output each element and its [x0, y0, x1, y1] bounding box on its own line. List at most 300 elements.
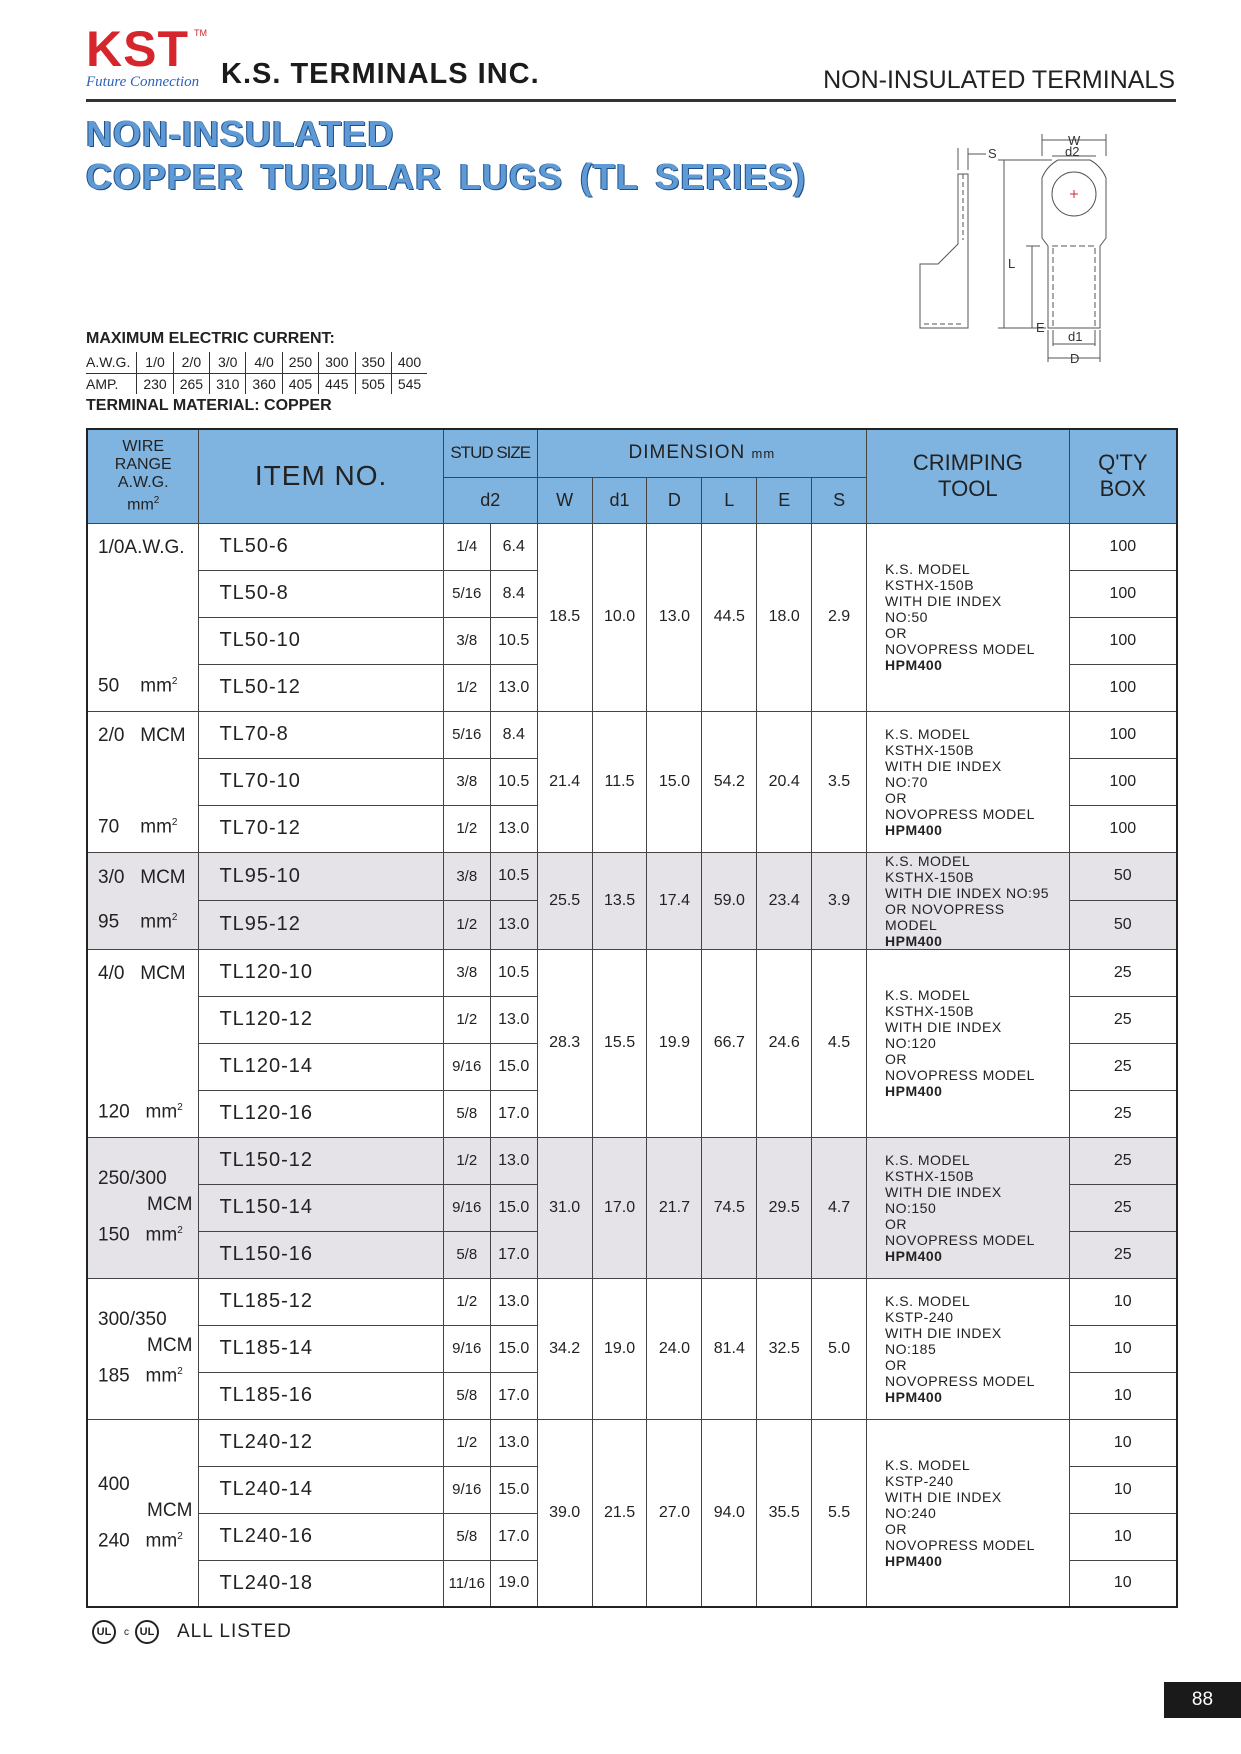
crimp-line: HPM400 — [885, 1388, 943, 1405]
diagram-label-d2: d2 — [1065, 144, 1080, 159]
section-title: NON-INSULATED TERMINALS — [823, 66, 1175, 94]
crimp-line: NOVOPRESS MODEL — [885, 805, 1035, 822]
wire-range-cell — [87, 523, 199, 711]
crimp-line: KSTHX-150B — [885, 1003, 975, 1019]
item-no: TL240-14 — [199, 1466, 443, 1513]
header-qty-line1: Q'TY — [1098, 450, 1148, 476]
stud-size: 3/8 — [443, 617, 490, 664]
dim-d: 17.4 — [647, 852, 702, 949]
crimp-line: OR — [885, 625, 907, 641]
amp-cell: 405 — [282, 373, 318, 394]
qty-box: 10 — [1069, 1513, 1177, 1560]
wire-awg: 250/300 — [98, 1168, 167, 1190]
dim-e: 35.5 — [757, 1419, 812, 1607]
item-no: TL185-16 — [199, 1372, 443, 1419]
dim-d: 27.0 — [647, 1419, 702, 1607]
item-no: TL150-14 — [199, 1184, 443, 1231]
header-dimension-unit: mm — [751, 446, 776, 462]
header-d1: d1 — [592, 477, 647, 523]
crimp-line: NOVOPRESS MODEL — [885, 1536, 1035, 1553]
awg-cell: 250 — [282, 352, 318, 373]
wire-mm2: 240 $mm^2$ — [98, 1529, 183, 1551]
crimp-line: NOVOPRESS MODEL — [885, 1372, 1035, 1389]
table-row — [87, 949, 1177, 996]
stud-d2: 19.0 — [490, 1560, 537, 1607]
crimp-line: HPM400 — [885, 1247, 943, 1264]
qty-box: 100 — [1069, 664, 1177, 711]
wire-mcm: MCM — [147, 1194, 193, 1216]
stud-size: 1/2 — [443, 805, 490, 852]
stud-size: 5/16 — [443, 711, 490, 758]
amp-label: AMP. — [86, 373, 137, 394]
dim-d1: 15.5 — [592, 949, 647, 1137]
header-dimension — [537, 429, 866, 477]
stud-d2: 13.0 — [490, 1137, 537, 1184]
amp-row — [86, 373, 427, 394]
page-title — [86, 112, 806, 198]
dim-d1: 10.0 — [592, 523, 647, 711]
stud-size: 1/2 — [443, 1278, 490, 1325]
dim-d1: 17.0 — [592, 1137, 647, 1278]
dim-e: 23.4 — [757, 852, 812, 949]
wire-mm2: 185 $mm^2$ — [98, 1365, 183, 1387]
awg-cell: 400 — [391, 352, 427, 373]
qty-box: 100 — [1069, 805, 1177, 852]
dim-d: 21.7 — [647, 1137, 702, 1278]
crimp-line: KSTHX-150B — [885, 868, 975, 885]
crimp-line: HPM400 — [885, 657, 943, 673]
crimp-line: K.S. MODEL — [885, 561, 971, 577]
qty-box: 50 — [1069, 901, 1177, 950]
dim-s: 5.0 — [812, 1278, 867, 1419]
dim-e: 29.5 — [757, 1137, 812, 1278]
diagram-label-w: W — [1068, 133, 1081, 148]
item-no: TL95-10 — [199, 852, 443, 901]
stud-size: 1/2 — [443, 901, 490, 950]
header-e: E — [757, 477, 812, 523]
crimp-line: KSTP-240 — [885, 1308, 954, 1325]
table-header-row — [87, 429, 1177, 477]
header-wire-line1: WIRE — [122, 438, 165, 456]
item-no: TL185-12 — [199, 1278, 443, 1325]
header-qty-line2: BOX — [1099, 476, 1147, 502]
qty-box: 100 — [1069, 758, 1177, 805]
wire-mcm: MCM — [147, 1499, 193, 1521]
awg-cell: 2/0 — [173, 352, 209, 373]
wire-mm2: 120 $mm^2$ — [98, 1101, 183, 1123]
qty-box: 10 — [1069, 1560, 1177, 1607]
crimp-line: NO:185 — [885, 1340, 937, 1357]
stud-size: 5/16 — [443, 570, 490, 617]
crimp-line: HPM400 — [885, 1083, 943, 1099]
stud-size: 3/8 — [443, 949, 490, 996]
stud-d2: 6.4 — [490, 523, 537, 570]
company-name: K.S. TERMINALS INC. — [221, 58, 540, 90]
qty-box: 25 — [1069, 1231, 1177, 1278]
stud-size: 3/8 — [443, 852, 490, 901]
header-d2: d2 — [443, 477, 537, 523]
table-row — [87, 1137, 1177, 1184]
stud-d2: 17.0 — [490, 1090, 537, 1137]
wire-range-cell — [87, 949, 199, 1137]
stud-size: 9/16 — [443, 1325, 490, 1372]
amp-cell: 265 — [173, 373, 209, 394]
wire-mm2: 150 $mm^2$ — [98, 1224, 183, 1246]
stud-d2: 10.5 — [490, 949, 537, 996]
header-wire-range — [87, 429, 199, 523]
crimping-tool-cell — [867, 523, 1070, 711]
dim-l: 94.0 — [702, 1419, 757, 1607]
dim-d1: 19.0 — [592, 1278, 647, 1419]
crimp-line: MODEL — [885, 916, 938, 933]
awg-cell: 350 — [355, 352, 391, 373]
crimping-tool-cell — [867, 711, 1070, 852]
dim-e: 24.6 — [757, 949, 812, 1137]
item-no: TL50-6 — [199, 523, 443, 570]
qty-box: 100 — [1069, 711, 1177, 758]
dim-d1: 13.5 — [592, 852, 647, 949]
wire-mm2-value: 50 mm — [98, 675, 172, 697]
item-no: TL120-14 — [199, 1043, 443, 1090]
item-no: TL150-16 — [199, 1231, 443, 1278]
amp-cell: 230 — [137, 373, 173, 394]
table-body — [87, 523, 1177, 1607]
dim-l: 59.0 — [702, 852, 757, 949]
dim-d1: 11.5 — [592, 711, 647, 852]
item-no: TL240-12 — [199, 1419, 443, 1466]
item-no: TL150-12 — [199, 1137, 443, 1184]
crimp-line: KSTHX-150B — [885, 1167, 975, 1184]
crimp-line: K.S. MODEL — [885, 1456, 971, 1473]
dim-w: 28.3 — [537, 949, 592, 1137]
wire-awg: 1/0A.W.G. — [98, 536, 185, 558]
item-no: TL240-18 — [199, 1560, 443, 1607]
terminal-spec-table — [86, 428, 1178, 1608]
dim-l: 81.4 — [702, 1278, 757, 1419]
wire-awg: 4/0 MCM — [98, 962, 186, 984]
stud-size: 1/4 — [443, 523, 490, 570]
dim-d: 24.0 — [647, 1278, 702, 1419]
diagram-label-s: S — [988, 146, 997, 161]
dim-s: 4.5 — [812, 949, 867, 1137]
dim-e: 18.0 — [757, 523, 812, 711]
item-no: TL50-10 — [199, 617, 443, 664]
terminal-material: TERMINAL MATERIAL: COPPER — [86, 397, 332, 414]
wire-mm2-value: 95 mm — [98, 911, 172, 933]
stud-d2: 8.4 — [490, 711, 537, 758]
diagram-label-l: L — [1008, 256, 1016, 271]
diagram-label-d: D — [1070, 351, 1080, 366]
qty-box: 25 — [1069, 1043, 1177, 1090]
item-no: TL95-12 — [199, 901, 443, 950]
stud-d2: 15.0 — [490, 1466, 537, 1513]
dim-d: 19.9 — [647, 949, 702, 1137]
crimp-line: OR — [885, 1215, 907, 1232]
stud-size: 3/8 — [443, 758, 490, 805]
page-title-line2: COPPER TUBULAR LUGS (TL SERIES) — [86, 156, 807, 197]
stud-size: 5/8 — [443, 1513, 490, 1560]
page-number: 88 — [1164, 1682, 1241, 1718]
cul-mark-icon: UL — [135, 1620, 159, 1644]
qty-box: 10 — [1069, 1278, 1177, 1325]
wire-mm2-value: 185 mm — [98, 1365, 178, 1387]
wire-awg: 2/0 MCM — [98, 724, 186, 746]
crimp-line: KSTHX-150B — [885, 741, 975, 758]
awg-cell: 300 — [319, 352, 355, 373]
lug-dimension-diagram — [900, 130, 1160, 410]
amp-cell: 445 — [319, 373, 355, 394]
logo-trademark: TM — [194, 28, 207, 38]
stud-size: 5/8 — [443, 1090, 490, 1137]
c-mark: c — [124, 1626, 129, 1638]
dim-w: 39.0 — [537, 1419, 592, 1607]
wire-range-cell — [87, 1137, 199, 1278]
header-stud-size: STUD SIZE — [443, 429, 537, 477]
crimp-line: NOVOPRESS MODEL — [885, 1067, 1035, 1083]
header-wire-line4: $mm^2$ — [127, 495, 160, 514]
header-wire-line3: A.W.G. — [117, 474, 169, 492]
wire-awg: 3/0 MCM — [98, 867, 186, 889]
crimp-line: WITH DIE INDEX — [885, 1324, 1002, 1341]
crimp-line: K.S. MODEL — [885, 1292, 971, 1309]
stud-size: 1/2 — [443, 996, 490, 1043]
stud-d2: 17.0 — [490, 1372, 537, 1419]
stud-d2: 13.0 — [490, 901, 537, 950]
listed-text: ALL LISTED — [177, 1621, 292, 1642]
crimp-line: OR — [885, 789, 907, 806]
dim-d: 15.0 — [647, 711, 702, 852]
stud-size: 5/8 — [443, 1372, 490, 1419]
ul-listing — [92, 1620, 292, 1644]
crimp-line: WITH DIE INDEX — [885, 1488, 1002, 1505]
crimping-tool-cell — [867, 1419, 1070, 1607]
crimp-line: NOVOPRESS MODEL — [885, 1231, 1035, 1248]
wire-range-cell — [87, 1419, 199, 1607]
stud-size: 9/16 — [443, 1466, 490, 1513]
table-row — [87, 711, 1177, 758]
stud-d2: 10.5 — [490, 852, 537, 901]
crimp-line: WITH DIE INDEX — [885, 1019, 1002, 1035]
stud-d2: 15.0 — [490, 1325, 537, 1372]
dim-s: 3.9 — [812, 852, 867, 949]
item-no: TL70-8 — [199, 711, 443, 758]
dim-l: 66.7 — [702, 949, 757, 1137]
qty-box: 50 — [1069, 852, 1177, 901]
table-row — [87, 852, 1177, 901]
logo-tagline: Future Connection — [86, 74, 200, 90]
stud-d2: 8.4 — [490, 570, 537, 617]
amp-cell: 545 — [397, 375, 422, 392]
stud-size: 9/16 — [443, 1043, 490, 1090]
crimp-line: K.S. MODEL — [885, 1151, 971, 1168]
item-no: TL50-8 — [199, 570, 443, 617]
wire-mm2-value: 240 mm — [98, 1529, 178, 1551]
dim-l: 74.5 — [702, 1137, 757, 1278]
dim-w: 34.2 — [537, 1278, 592, 1419]
stud-d2: 10.5 — [490, 617, 537, 664]
stud-d2: 15.0 — [490, 1184, 537, 1231]
stud-d2: 13.0 — [490, 1278, 537, 1325]
qty-box: 25 — [1069, 1137, 1177, 1184]
amp-cell: 310 — [210, 373, 246, 394]
stud-d2: 17.0 — [490, 1231, 537, 1278]
qty-box: 25 — [1069, 1090, 1177, 1137]
crimp-line: HPM400 — [885, 932, 943, 949]
table-row — [87, 1278, 1177, 1325]
qty-box: 10 — [1069, 1466, 1177, 1513]
crimping-tool-cell — [867, 1137, 1070, 1278]
qty-box: 100 — [1069, 617, 1177, 664]
crimp-line: NO:70 — [885, 773, 928, 790]
crimp-line: K.S. MODEL — [885, 852, 971, 869]
crimp-line: K.S. MODEL — [885, 725, 971, 742]
logo-text: KST — [86, 21, 189, 77]
header-divider — [86, 99, 1176, 102]
wire-awg: 400 — [98, 1473, 130, 1495]
crimp-line: WITH DIE INDEX — [885, 593, 1002, 609]
header-dimension-label: DIMENSION — [628, 442, 746, 464]
awg-cell: 4/0 — [246, 352, 282, 373]
stud-d2: 17.0 — [490, 1513, 537, 1560]
stud-d2: 13.0 — [490, 1419, 537, 1466]
dim-s: 4.7 — [812, 1137, 867, 1278]
header-item-no: ITEM NO. — [199, 429, 443, 523]
page-title-line1: NON-INSULATED — [86, 113, 395, 154]
dim-s: 3.5 — [812, 711, 867, 852]
wire-range-cell — [87, 1278, 199, 1419]
qty-box: 10 — [1069, 1325, 1177, 1372]
stud-d2: 13.0 — [490, 664, 537, 711]
header-w: W — [537, 477, 592, 523]
dim-w: 21.4 — [537, 711, 592, 852]
qty-box: 100 — [1069, 523, 1177, 570]
qty-box: 10 — [1069, 1372, 1177, 1419]
crimp-line: HPM400 — [885, 821, 943, 838]
dim-w: 31.0 — [537, 1137, 592, 1278]
qty-box: 100 — [1069, 570, 1177, 617]
dim-d1: 21.5 — [592, 1419, 647, 1607]
crimp-line: KSTP-240 — [885, 1472, 954, 1489]
table-row — [87, 523, 1177, 570]
crimp-line: WITH DIE INDEX — [885, 757, 1002, 774]
diagram-label-d1: d1 — [1068, 329, 1083, 344]
stud-size: 1/2 — [443, 1419, 490, 1466]
item-no: TL70-12 — [199, 805, 443, 852]
table-row — [87, 1419, 1177, 1466]
crimp-line: OR — [885, 1356, 907, 1373]
stud-size: 5/8 — [443, 1231, 490, 1278]
wire-mcm: MCM — [147, 1335, 193, 1357]
dim-s: 2.9 — [812, 523, 867, 711]
item-no: TL70-10 — [199, 758, 443, 805]
crimping-tool-cell — [867, 852, 1070, 949]
dim-e: 32.5 — [757, 1278, 812, 1419]
crimp-line: NO:150 — [885, 1199, 937, 1216]
crimp-line: OR — [885, 1520, 907, 1537]
stud-size: 11/16 — [443, 1560, 490, 1607]
qty-box: 25 — [1069, 1184, 1177, 1231]
item-no: TL120-16 — [199, 1090, 443, 1137]
stud-size: 1/2 — [443, 664, 490, 711]
crimp-line: K.S. MODEL — [885, 987, 971, 1003]
wire-mm2: 70 $mm^2$ — [98, 816, 178, 838]
max-current-table — [86, 352, 427, 394]
ul-mark-icon: UL — [92, 1620, 116, 1644]
diagram-label-e: E — [1036, 320, 1045, 335]
header-d: D — [647, 477, 702, 523]
stud-d2: 15.0 — [490, 1043, 537, 1090]
qty-box: 10 — [1069, 1419, 1177, 1466]
crimp-line: KSTHX-150B — [885, 577, 975, 593]
crimping-tool-cell — [867, 949, 1070, 1137]
dim-w: 25.5 — [537, 852, 592, 949]
wire-range-cell — [87, 852, 199, 949]
crimp-line: OR NOVOPRESS — [885, 900, 1005, 917]
crimp-line: HPM400 — [885, 1552, 943, 1569]
stud-size: 9/16 — [443, 1184, 490, 1231]
awg-row — [86, 352, 427, 373]
max-current-block — [86, 330, 422, 392]
item-no: TL185-14 — [199, 1325, 443, 1372]
wire-awg: 300/350 — [98, 1309, 167, 1331]
awg-cell: 1/0 — [137, 352, 173, 373]
item-no: TL240-16 — [199, 1513, 443, 1560]
item-no: TL120-10 — [199, 949, 443, 996]
max-current-label: MAXIMUM ELECTRIC CURRENT: — [86, 330, 335, 347]
qty-box: 25 — [1069, 996, 1177, 1043]
awg-label: A.W.G. — [86, 352, 137, 373]
header-l: L — [702, 477, 757, 523]
wire-mm2-value: 70 mm — [98, 816, 172, 838]
item-no: TL120-12 — [199, 996, 443, 1043]
wire-range-cell — [87, 711, 199, 852]
stud-d2: 13.0 — [490, 805, 537, 852]
stud-d2: 10.5 — [490, 758, 537, 805]
stud-d2: 13.0 — [490, 996, 537, 1043]
crimp-line: NO:120 — [885, 1035, 937, 1051]
wire-mm2: 50 $mm^2$ — [98, 675, 178, 697]
crimping-tool-cell — [867, 1278, 1070, 1419]
header-crimp-line2: TOOL — [938, 476, 998, 502]
crimp-line: WITH DIE INDEX — [885, 1183, 1002, 1200]
header-wire-line2: RANGE — [114, 456, 172, 474]
awg-cell: 3/0 — [210, 352, 246, 373]
wire-mm2-value: 150 mm — [98, 1224, 178, 1246]
header-qty-box — [1069, 429, 1177, 523]
crimp-line: WITH DIE INDEX NO:95 — [885, 884, 1050, 901]
header-crimp-line1: CRIMPING — [912, 450, 1023, 476]
header-wire-unit: mm — [127, 496, 154, 514]
dim-s: 5.5 — [812, 1419, 867, 1607]
header-crimping-tool — [867, 429, 1070, 523]
wire-mm2: 95 $mm^2$ — [98, 911, 178, 933]
qty-box: 25 — [1069, 949, 1177, 996]
dim-l: 44.5 — [702, 523, 757, 711]
crimp-line: NO:50 — [885, 609, 928, 625]
item-no: TL50-12 — [199, 664, 443, 711]
dim-d: 13.0 — [647, 523, 702, 711]
header-s: S — [812, 477, 867, 523]
stud-size: 1/2 — [443, 1137, 490, 1184]
crimp-line: NOVOPRESS MODEL — [885, 641, 1035, 657]
crimp-line: NO:240 — [885, 1504, 937, 1521]
amp-cell: 360 — [246, 373, 282, 394]
dim-l: 54.2 — [702, 711, 757, 852]
dim-e: 20.4 — [757, 711, 812, 852]
crimp-line: OR — [885, 1051, 907, 1067]
dim-w: 18.5 — [537, 523, 592, 711]
amp-cell: 505 — [355, 373, 391, 394]
